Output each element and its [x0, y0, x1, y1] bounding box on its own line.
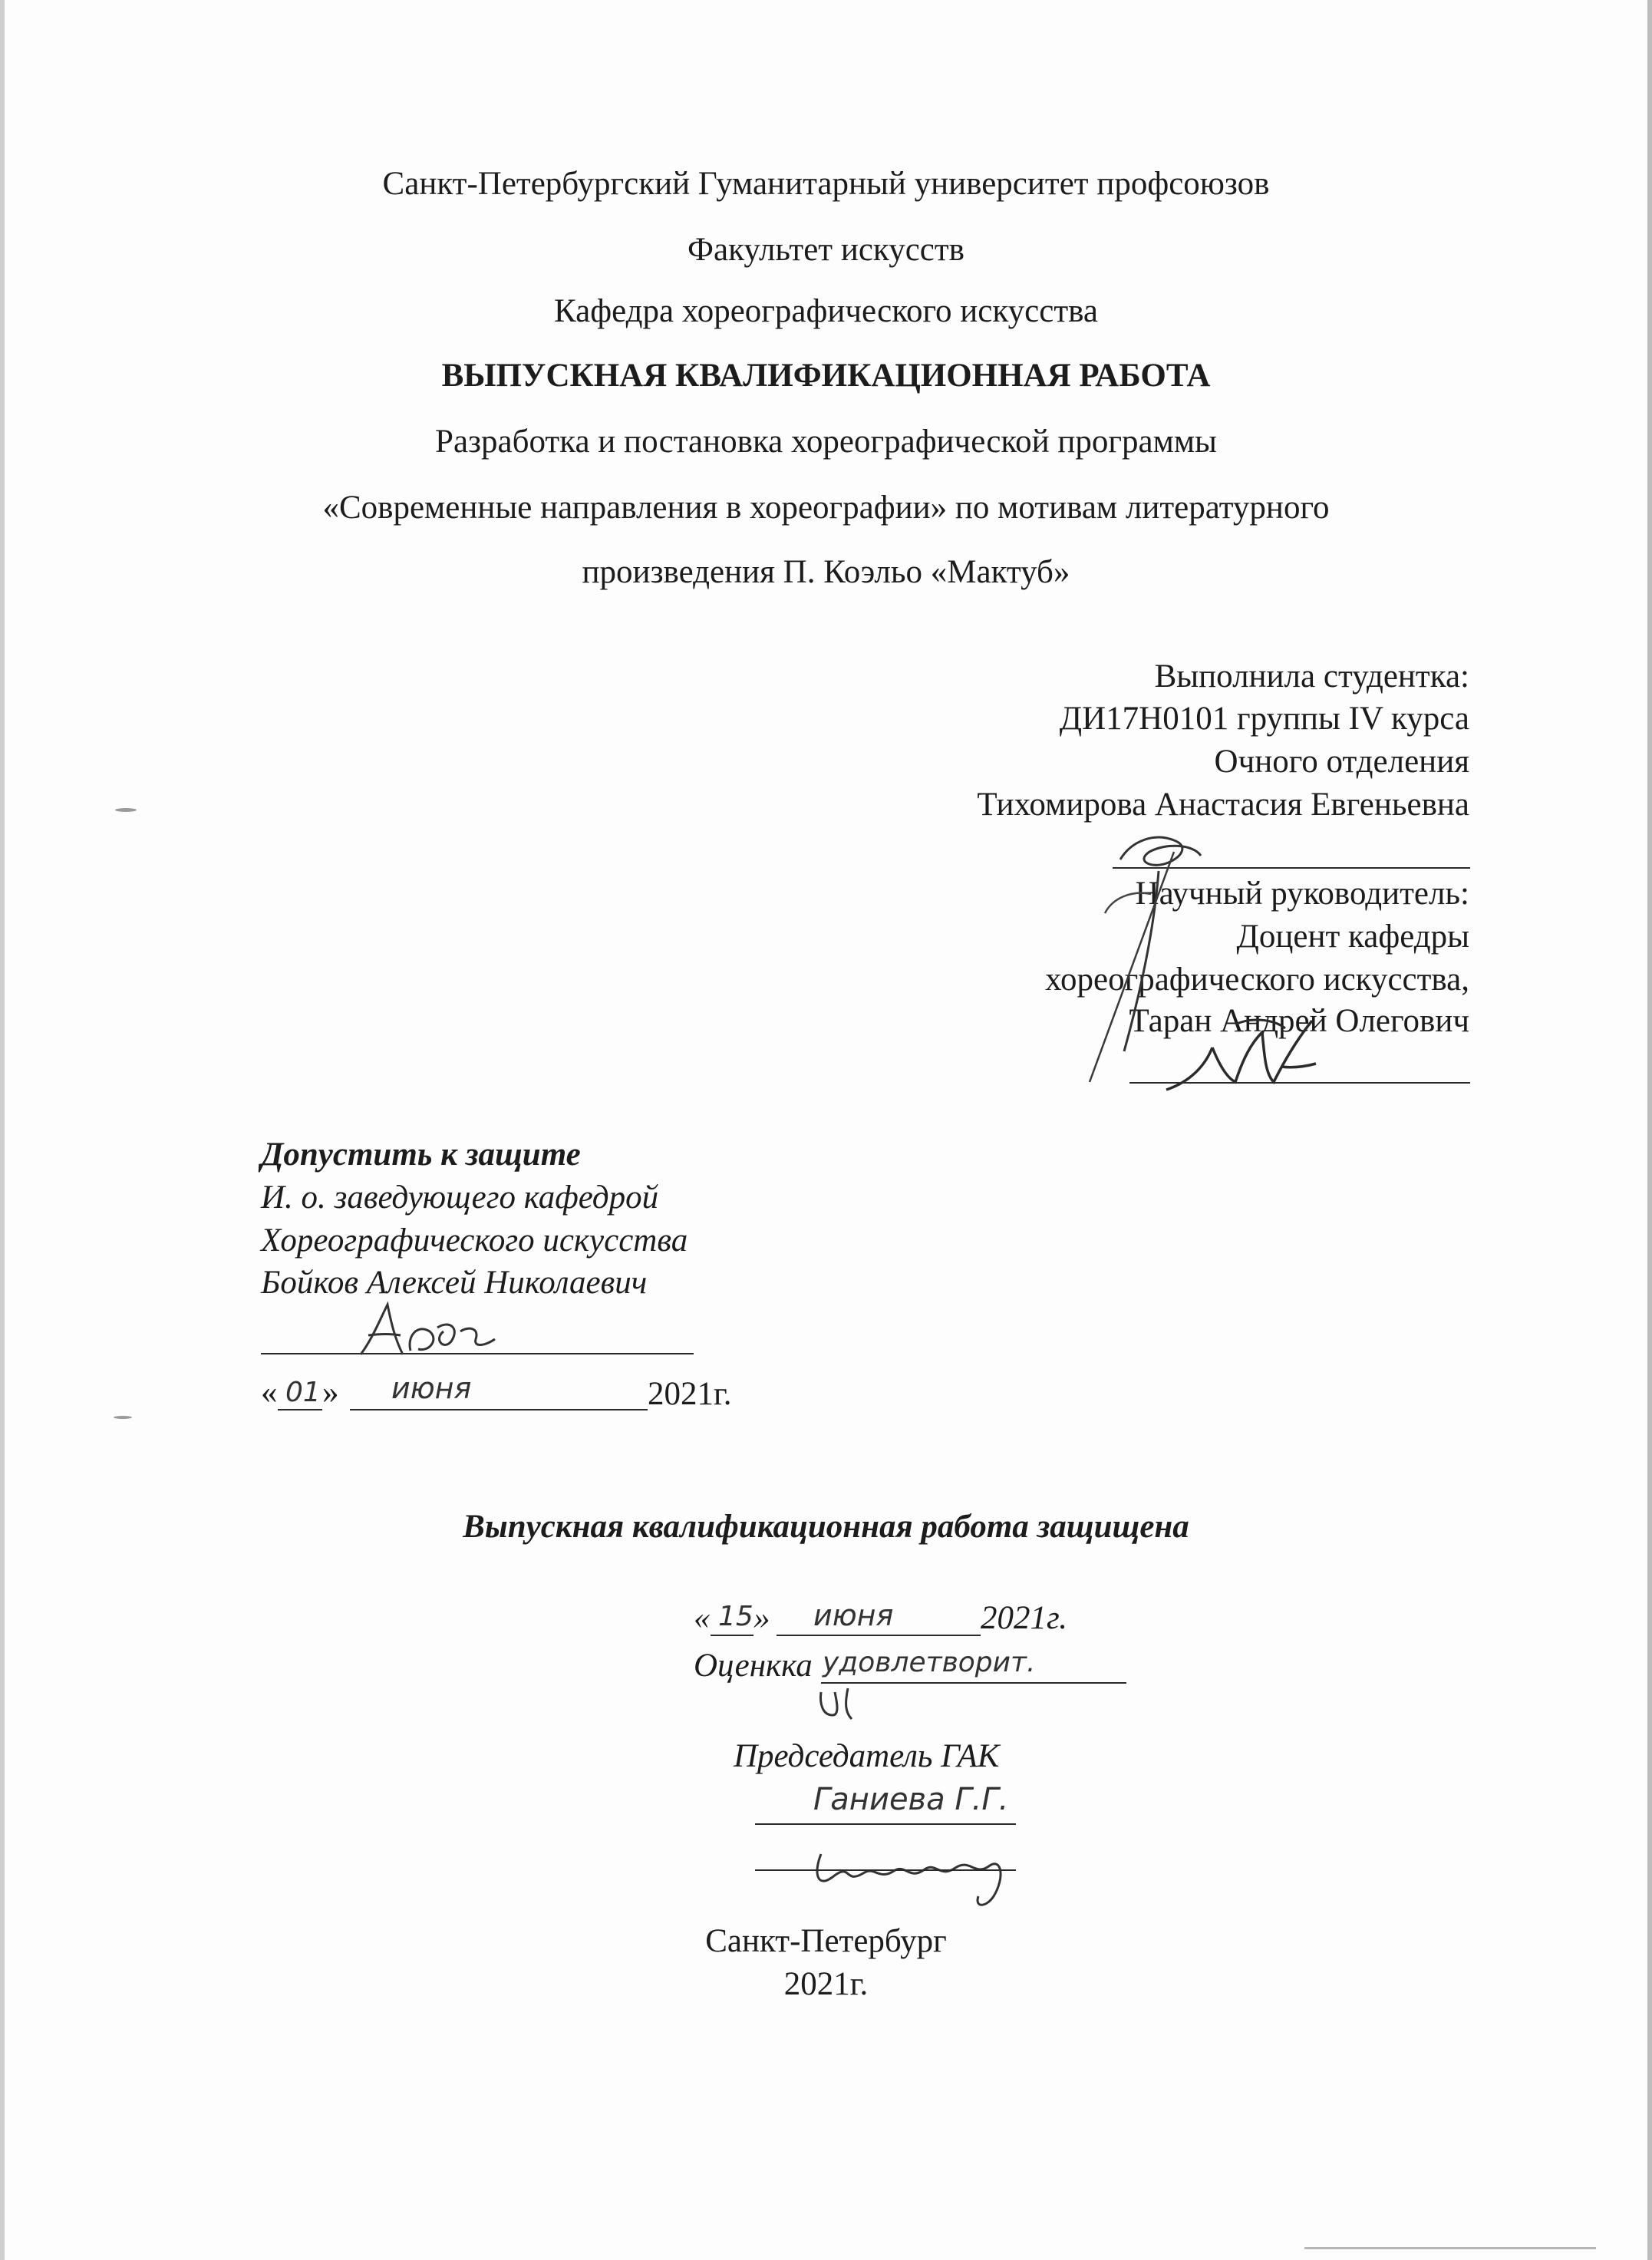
- supervisor-position-line-1: Доцент кафедры: [1236, 919, 1469, 955]
- department-name: Кафедра хореографического искусства: [554, 293, 1098, 329]
- gak-chair-signature-line-1: [755, 1823, 1016, 1825]
- work-type-heading: ВЫПУСКНАЯ КВАЛИФИКАЦИОННАЯ РАБОТА: [441, 358, 1211, 394]
- gak-chair-signature-line-2: [755, 1869, 1016, 1871]
- admission-heading: Допустить к защите: [261, 1137, 581, 1173]
- gak-chair-signature-text: Ганиева Г.Г.: [813, 1782, 1009, 1817]
- work-title-line-1: Разработка и постановка хореографической программы: [435, 424, 1217, 460]
- scan-speck: [115, 808, 137, 812]
- grade-annotation-mark: [813, 1681, 875, 1727]
- defense-date-day-line: [711, 1635, 753, 1636]
- admission-date-close-quote: »: [322, 1374, 339, 1410]
- defense-date-month: июня: [813, 1598, 894, 1632]
- supervisor-signature-line: [1129, 1082, 1470, 1084]
- work-title-line-2: «Современные направления в хореографии» по мотивам литературного: [322, 490, 1330, 526]
- supervisor-position-line-2: хореографического искусства,: [1045, 962, 1469, 998]
- defense-date-day: 15: [718, 1601, 753, 1632]
- document-year: 2021г.: [783, 1966, 869, 2002]
- admission-role-line-2: Хореографического искусства: [261, 1222, 688, 1259]
- supervisor-name: Таран Андрей Олегович: [1129, 1003, 1469, 1039]
- gak-chair-signature: [798, 1831, 1028, 1923]
- admission-date-day-line: [278, 1409, 322, 1410]
- scan-speck: [1304, 2247, 1596, 2249]
- student-name: Тихомирова Анастасия Евгеньевна: [977, 787, 1469, 823]
- admission-signature: [353, 1297, 506, 1366]
- student-signature-line: [1113, 867, 1470, 869]
- admission-role-line-1: И. о. заведующего кафедрой: [261, 1179, 659, 1216]
- faculty-name: Факультет искусств: [688, 232, 964, 268]
- university-name: Санкт-Петербургский Гуманитарный университет профсоюзов: [382, 166, 1270, 202]
- grade-label: Оценкка: [694, 1648, 813, 1684]
- admission-date-day: 01: [285, 1377, 321, 1408]
- defense-heading: Выпускная квалификационная работа защищена: [463, 1509, 1189, 1545]
- gak-chair-label: Председатель ГАК: [734, 1738, 1000, 1774]
- defense-date-close-quote: »: [753, 1600, 770, 1636]
- admission-date-open-quote: «: [261, 1374, 278, 1410]
- student-form: Очного отделения: [1214, 744, 1469, 780]
- city-name: Санкт-Петербург: [705, 1923, 947, 1959]
- admission-signature-line: [261, 1353, 694, 1354]
- admission-head-name: Бойков Алексей Николаевич: [261, 1265, 648, 1301]
- work-title-line-3: произведения П. Коэльо «Мактуб»: [582, 554, 1070, 590]
- admission-date-year: 2021г.: [648, 1376, 732, 1412]
- supervisor-label: Научный руководитель:: [1135, 876, 1469, 912]
- student-signature: [1059, 798, 1243, 1090]
- scan-speck: [114, 1416, 132, 1419]
- defense-date-month-line: [777, 1635, 981, 1636]
- grade-line: [821, 1682, 1126, 1684]
- student-label: Выполнила студентка:: [1154, 658, 1469, 694]
- admission-date-month-line: [350, 1409, 648, 1410]
- grade-value: удовлетворит.: [823, 1647, 1036, 1678]
- defense-date-open-quote: «: [694, 1600, 711, 1636]
- admission-date-month: июня: [391, 1371, 472, 1405]
- student-group: ДИ17Н0101 группы IV курса: [1059, 701, 1469, 737]
- defense-date-year: 2021г.: [981, 1600, 1067, 1636]
